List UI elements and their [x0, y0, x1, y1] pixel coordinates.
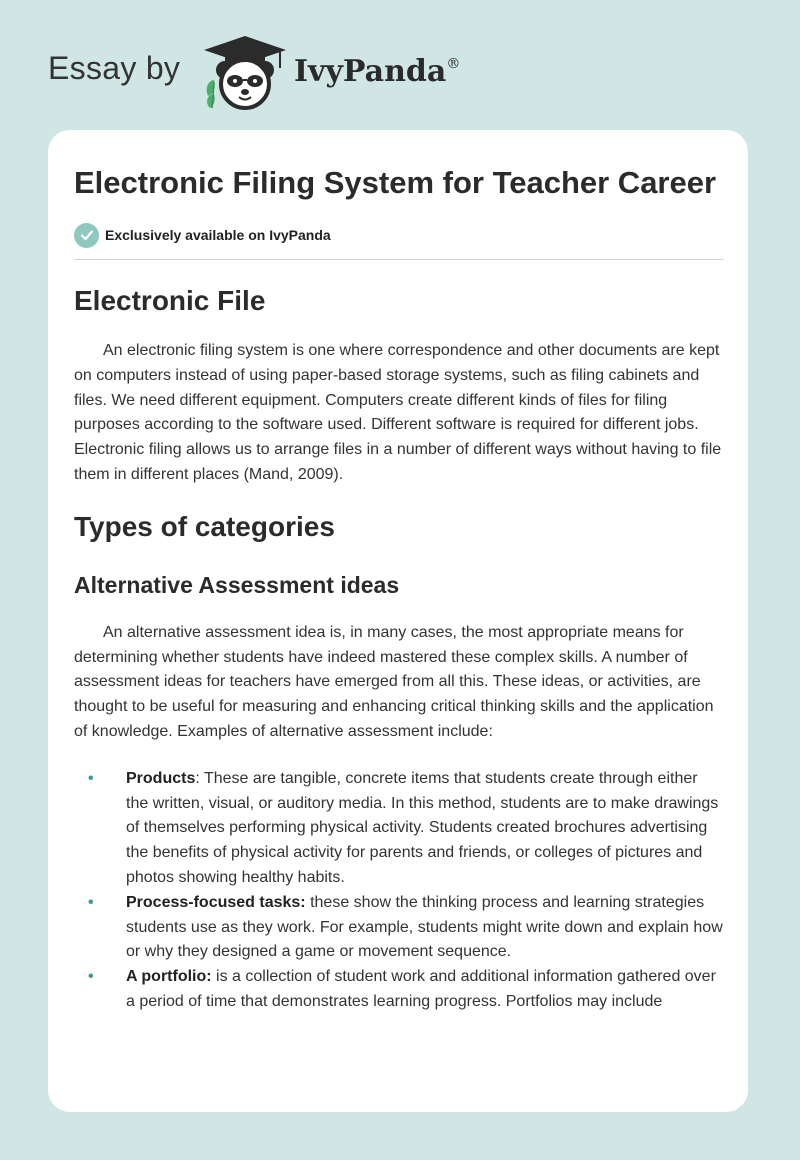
bullet-icon: • — [88, 893, 94, 911]
essay-title: Electronic Filing System for Teacher Career — [74, 165, 717, 200]
paragraph-electronic-file: An electronic filing system is one where correspondence and other documents are kept on computers instead of using paper-based storage systems, such as filing cabinets and files. We need different equipment. Computers create different kinds of files for filing purposes according to the software used. Different software is required for different jobs. Electronic filing allows us to arrange files in a number of different ways without having to file them in different places (Mand, 2009). — [74, 342, 722, 483]
assessment-list — [74, 767, 724, 1015]
paragraph-alternative-assessment: An alternative assessment idea is, in many cases, the most appropriate means for determining whether students have indeed mastered these complex skills. A number of assessment ideas for teachers have emerged from all this. These ideas, or activities, are thought to be useful for measuring and enhancing critical thinking skills and the application of knowledge. Examples of alternative assessment include: — [74, 623, 714, 740]
list-item-term: Process-focused tasks: — [126, 893, 306, 911]
title-divider — [74, 259, 724, 260]
panda-graduate-logo-icon[interactable] — [202, 34, 288, 110]
list-item-text: : These are tangible, concrete items that students create through either the written, visual, or auditory media. In this method, students are to make drawings of themselves performing physical activity. Students created brochures advertising the benefits of physical activity for parents and friends, or colleges of pictures and photos showing healthy habits. — [126, 769, 719, 886]
section-heading-types-of-categories: Types of categories — [74, 510, 335, 542]
exclusive-badge — [74, 221, 724, 249]
check-circle-icon — [74, 223, 99, 248]
section-heading-electronic-file: Electronic File — [74, 285, 266, 316]
essay-content — [74, 162, 724, 1015]
essay-by-label: Essay by — [48, 50, 181, 86]
brand-name: IvyPanda — [294, 54, 447, 89]
exclusive-badge-text: Exclusively available on IvyPanda — [105, 227, 331, 243]
site-header — [48, 30, 568, 110]
list-item — [74, 891, 724, 965]
list-item-term: Products — [126, 769, 196, 787]
bullet-icon: • — [88, 769, 94, 787]
bullet-icon: • — [88, 968, 94, 986]
list-item-text: is a collection of student work and additional information gathered over a period of time that demonstrates learning progress. Portfolios may include — [126, 968, 716, 1010]
ivypanda-brand[interactable] — [294, 54, 460, 89]
list-item — [74, 767, 724, 891]
list-item-term: A portfolio: — [126, 968, 212, 986]
essay-card — [48, 130, 748, 1112]
list-item-text: these show the thinking process and learning strategies students use as they work. For example, students might write down and explain how or why they designed a game or movement sequence. — [126, 893, 723, 961]
registered-mark: ® — [446, 56, 461, 72]
subheading-alternative-assessment: Alternative Assessment ideas — [74, 571, 400, 598]
list-item — [74, 965, 724, 1015]
